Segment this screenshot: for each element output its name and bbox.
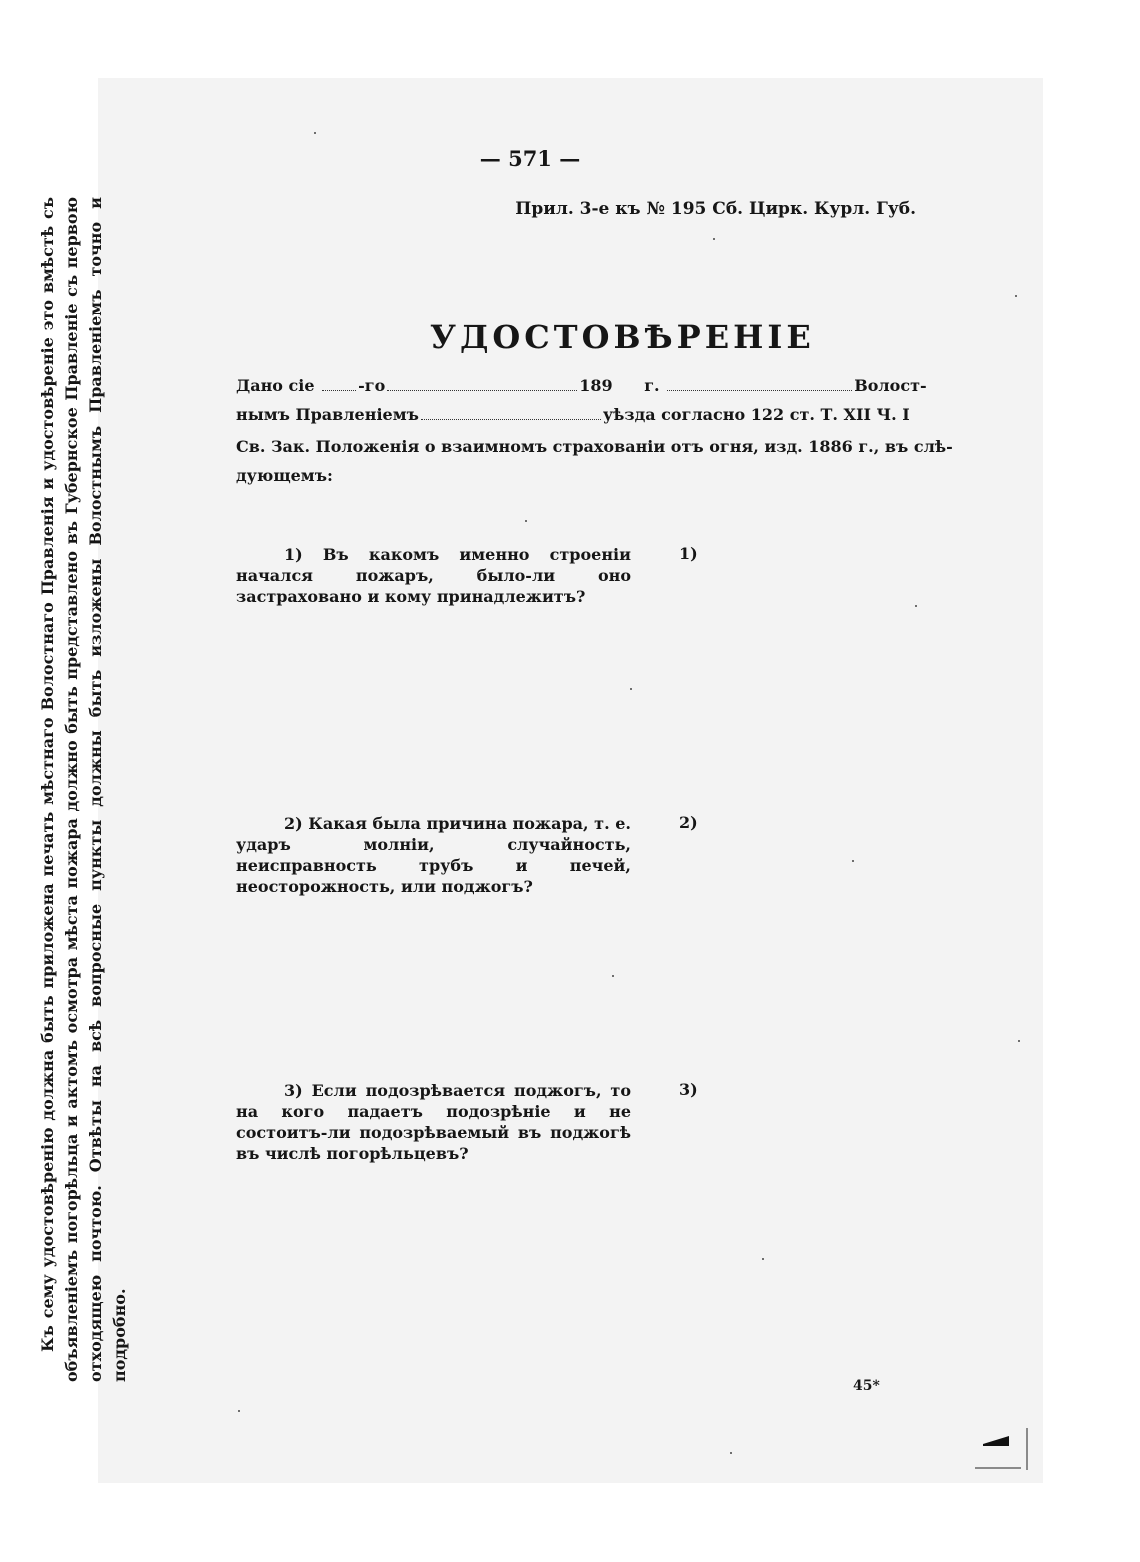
question-text: 2) Какая была причина пожара, т. е. ударъ молніи, случайность, неисправность трубъ и печей, неосторожность, или поджогъ?	[236, 814, 631, 896]
scan-speck	[762, 1258, 764, 1260]
scan-speck	[612, 975, 614, 977]
question-text: 3) Если подозрѣвается поджогъ, то на кого падаетъ подозрѣніе и не состоитъ-ли подозрѣваемый въ поджогѣ въ числѣ погорѣльцевъ?	[236, 1081, 631, 1163]
scan-speck	[1018, 1040, 1020, 1042]
scan-speck	[238, 1410, 240, 1412]
question-1	[236, 544, 631, 607]
answer-label-2: 2)	[679, 813, 698, 832]
page-corner-mark	[975, 1428, 1035, 1470]
scan-speck	[852, 860, 854, 862]
intro-line-4: дующемъ:	[236, 466, 333, 485]
intro-text: Волост-	[854, 376, 927, 395]
header-note: Прил. 3-е къ № 195 Сб. Цирк. Курл. Губ.	[515, 199, 916, 219]
scan-speck	[1015, 295, 1017, 297]
scan-speck	[525, 520, 527, 522]
intro-line-2	[236, 405, 910, 424]
intro-text: Дано сіе	[236, 376, 315, 395]
scan-speck	[630, 688, 632, 690]
scan-speck	[314, 132, 316, 134]
question-3	[236, 1080, 631, 1164]
blank-volost	[667, 390, 852, 391]
side-note: Къ сему удостовѣренію должна быть приложена печать мѣстнаго Волостнаго Правленія и удостовѣреніе это вмѣстѣ съ объявленіемъ погорѣльца и актомъ осмотра мѣста пожара должно быть представлено въ Губернское Правленіе съ первою отходящею почтою. Отвѣты на всѣ вопросные пункты должны быть изложены Волостнымъ Правленіемъ точно и подробно.	[38, 197, 129, 1382]
side-note-container	[36, 197, 129, 1382]
answer-label-3: 3)	[679, 1080, 698, 1099]
intro-line-3: Св. Зак. Положенія о взаимномъ страхованіи отъ огня, изд. 1886 г., въ слѣ-	[236, 437, 953, 456]
intro-line-1	[236, 376, 927, 395]
answer-label-1: 1)	[679, 544, 698, 563]
scan-speck	[713, 238, 715, 240]
intro-text: г.	[644, 376, 660, 395]
page-number: — 571 —	[479, 146, 581, 171]
scanned-page	[98, 78, 1043, 1483]
intro-text: уѣзда согласно 122 ст. Т. XII Ч. I	[602, 405, 910, 424]
intro-text: 189	[579, 376, 613, 395]
blank-month	[387, 390, 577, 391]
blank-day	[322, 390, 356, 391]
question-2	[236, 813, 631, 897]
question-text: 1) Въ какомъ именно строеніи начался пожаръ, было-ли оно застраховано и кому принадлежитъ?	[236, 545, 631, 606]
document-title: УДОСТОВѢРЕНІЕ	[430, 318, 815, 356]
scan-speck	[730, 1452, 732, 1454]
scan-speck	[915, 605, 917, 607]
signature-mark: 45*	[853, 1378, 880, 1394]
intro-text: нымъ Правленіемъ	[236, 405, 419, 424]
intro-text: -го	[358, 376, 386, 395]
blank-uezd	[421, 419, 601, 420]
